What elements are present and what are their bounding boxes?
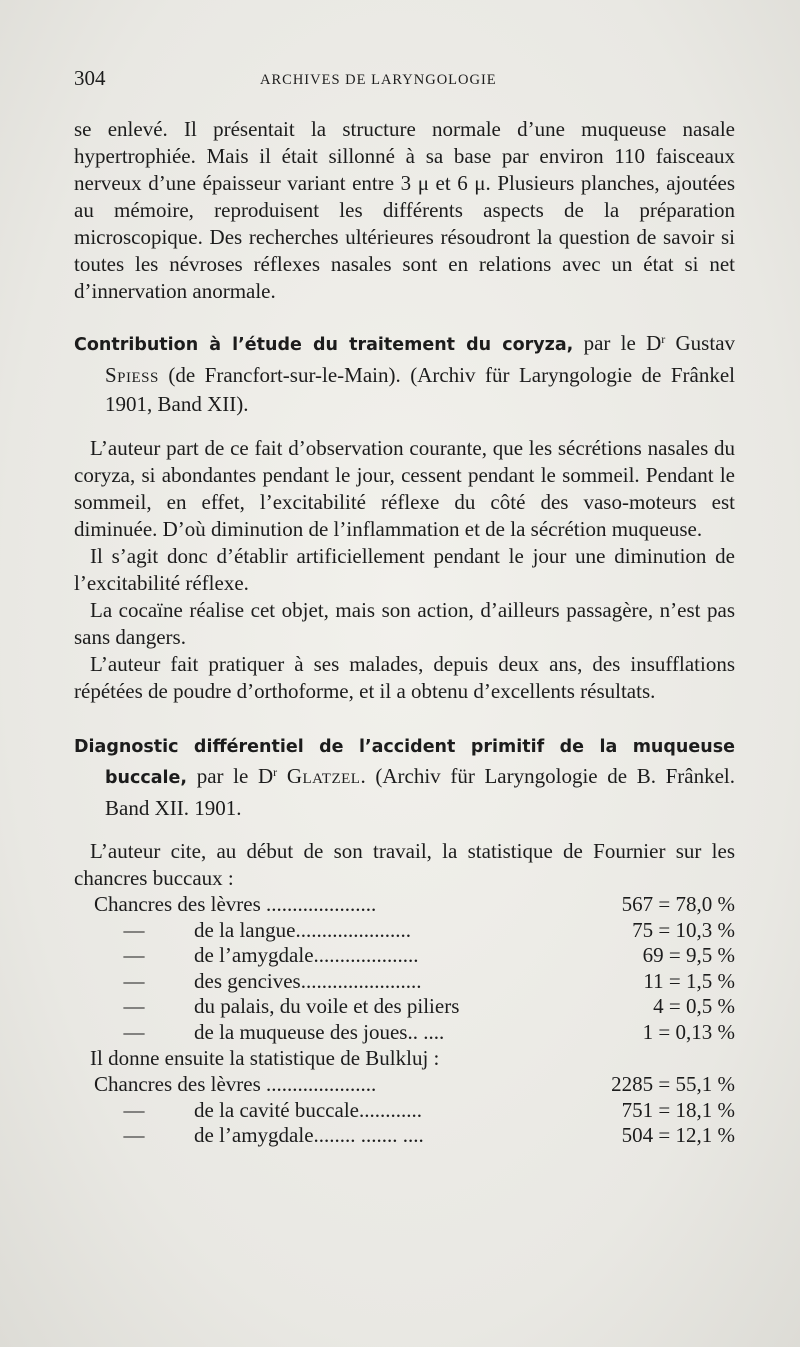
article-2-by: par le D <box>196 764 274 788</box>
table-row: — de la muqueuse des joues.. .... 1 = 0,13 % <box>74 1020 735 1046</box>
stat-label: de la langue...................... <box>194 917 411 942</box>
table-row: — de l’amygdale.................... 69 = 9,5 % <box>74 943 735 969</box>
fournier-stats-table <box>74 892 735 1045</box>
stat-count: 69 <box>642 943 664 967</box>
stat-label: de l’amygdale.................... <box>194 943 419 967</box>
stat-count: 2285 <box>611 1072 654 1096</box>
article-1-dr-sup: r <box>661 332 666 346</box>
table-row: — des gencives....................... 11 = 1,5 % <box>74 969 735 995</box>
article-1-paragraph: La cocaïne réalise cet objet, mais son action, d’ailleurs passagère, n’est pas sans dangers. <box>74 597 735 649</box>
stat-count: 75 <box>632 917 654 942</box>
article-1-source: (de Francfort-sur-le-Main). (Archiv für Laryngologie de Frânkel 1901, Band XII). <box>105 362 736 416</box>
article-2-text <box>74 838 735 1149</box>
article-2-dr-sup: r <box>273 765 278 779</box>
stat-label: du palais, du voile et des piliers <box>194 994 460 1018</box>
stat-percent: 1,5 % <box>686 968 735 993</box>
ditto-dash: — <box>123 1097 145 1122</box>
stat-percent: 0,5 % <box>686 994 735 1018</box>
running-title: ARCHIVES DE LARYNGOLOGIE <box>260 72 497 88</box>
article-2-heading: Diagnostic différentiel de l’accident primitif de la muqueuse buccale, par le $D^r$ Glatzel. (Archiv für Laryngologie de B. Frânkel. Band XII. 1901. <box>74 736 736 820</box>
intro-paragraph: se enlevé. Il présentait la structure normale d’une muqueuse nasale hypertrophiée. Mais il était sillonné à sa base par environ 110 faisceaux nerveux d’une épaisseur variant entre 3 μ et 6 μ. Plusieurs planches, ajoutées au mémoire, reproduisent les différents aspects de la préparation microscopique. Des recherches ultérieures résoudront la question de savoir si toutes les névroses réflexes nasales sont en relations avec un état si net d’innervation anormale. <box>74 117 735 303</box>
ditto-dash: — <box>123 943 145 967</box>
stat-percent: 12,1 % <box>675 1123 735 1147</box>
stat-label: de la cavité buccale............ <box>194 1097 422 1122</box>
stat-percent: 55,1 % <box>675 1072 735 1096</box>
article-2-author-last: Glatzel <box>286 764 361 788</box>
article-2-source: (Archiv für Laryngologie de B. Frânkel. Band XII. 1901. <box>105 764 736 820</box>
article-2-intro: L’auteur cite, au début de son travail, la statistique de Fournier sur les chancres buccaux : <box>74 839 735 890</box>
page-number: 304 <box>74 66 106 90</box>
table-row: — de la langue...................... 75 = 10,3 % <box>74 918 735 944</box>
table-row: — de l’amygdale........ ....... .... 504 = 12,1 % <box>74 1123 735 1149</box>
article-1-author-last: Spiess <box>105 362 159 387</box>
stat-percent: 18,1 % <box>675 1097 735 1122</box>
bulkluj-stats-table <box>74 1072 735 1149</box>
table-row: Chancres des lèvres ..................... 2285 = 55,1 % <box>74 1072 735 1098</box>
ditto-dash: — <box>123 968 145 993</box>
stat-label: de la muqueuse des joues.. .... <box>194 1019 445 1044</box>
ditto-dash: — <box>123 1019 145 1044</box>
table-row: — du palais, du voile et des piliers 4 = 0,5 % <box>74 994 735 1020</box>
article-1-text <box>74 435 735 705</box>
stat-label: Chancres des lèvres ..................... <box>94 1072 377 1096</box>
article-1-author-first: Gustav <box>675 331 736 355</box>
article-1-paragraph: L’auteur fait pratiquer à ses malades, depuis deux ans, des insufflations répétées de poudre d’orthoforme, et il a obtenu d’excellents résultats. <box>74 651 735 703</box>
article-1-by: par le D <box>583 331 662 355</box>
article-2-title: Diagnostic différentiel de l’accident primitif de la muqueuse buccale, <box>74 736 735 788</box>
stat-count: 1 <box>642 1019 654 1044</box>
stat-label: des gencives....................... <box>194 968 422 993</box>
stat-count: 567 <box>621 892 654 916</box>
article-1-title: Contribution à l’étude du traitement du coryza, <box>74 335 574 355</box>
stat-percent: 0,13 % <box>675 1019 735 1044</box>
ditto-dash: — <box>123 994 145 1018</box>
stat-count: 751 <box>621 1097 654 1122</box>
stat-count: 4 <box>653 994 664 1018</box>
article-1-paragraph: Il s’agit donc d’établir artificiellement pendant le jour une diminution de l’excitabilité réflexe. <box>74 543 735 595</box>
stat-percent: 10,3 % <box>675 917 735 942</box>
ditto-dash: — <box>123 917 145 942</box>
stat-label: de l’amygdale........ ....... .... <box>194 1123 424 1147</box>
stat-percent: 9,5 % <box>686 943 735 967</box>
article-1-heading <box>74 329 735 420</box>
article-1-paragraph: L’auteur part de ce fait d’observation courante, que les sécrétions nasales du coryza, si abondantes pendant le jour, cessent pendant le sommeil. Pendant le sommeil, en effet, l’excitabilité réflexe du côté des vaso-moteurs est diminuée. D’où diminution de l’inflammation et de la sécrétion muqueuse. <box>74 435 735 541</box>
page-header <box>74 66 734 96</box>
bulkluj-intro: Il donne ensuite la statistique de Bulkluj : <box>90 1046 440 1070</box>
table-row: — de la cavité buccale............ 751 = 18,1 % <box>74 1098 735 1124</box>
stat-percent: 78,0 % <box>675 892 735 916</box>
page-body <box>74 116 735 1149</box>
stat-count: 11 <box>643 968 664 993</box>
table-row: Chancres des lèvres ..................... 567 = 78,0 % <box>74 892 735 918</box>
ditto-dash: — <box>123 1123 145 1147</box>
stat-label: Chancres des lèvres ..................... <box>94 892 377 916</box>
stat-count: 504 <box>621 1123 654 1147</box>
